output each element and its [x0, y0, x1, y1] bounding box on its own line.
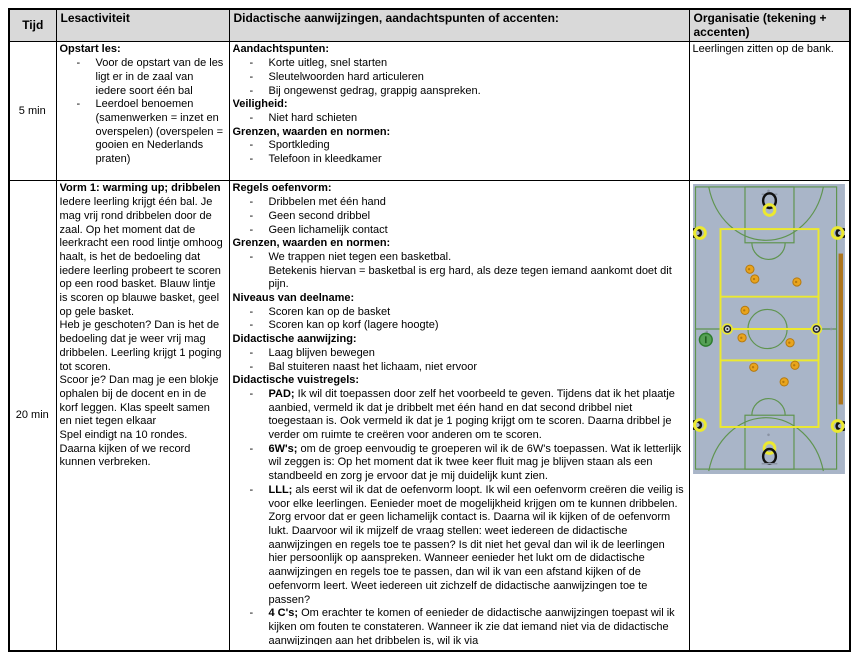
bullet-item	[233, 251, 685, 265]
player-dot-mark	[752, 278, 754, 280]
header-organisatie: Organisatie (tekening + accenten)	[689, 9, 850, 42]
bullet-term: 6W's;	[268, 442, 298, 455]
teacher-dot	[699, 334, 712, 347]
bullet-text: Niet hard schieten	[268, 111, 358, 124]
bullet-dash: -	[249, 607, 254, 620]
row1-organisatie-cell	[689, 42, 850, 181]
bullet-body: Om erachter te komen of eenieder de didactische aanwijzingen toepast wil ik kijken om fouten te constateren. Wanneer ik zie dat iemand niet via de didactische aanwijzingen aan het dribbelen is, wil ik via	[268, 607, 675, 646]
bullet-text: Bij ongewenst gedrag, grappig aanspreken.	[268, 84, 481, 97]
bullet-subtext: Betekenis hiervan = basketbal is erg hard, als deze tegen iemand aankomt doet dit pijn.	[268, 264, 672, 291]
section-heading: Aandachtspunten:	[232, 43, 330, 56]
bullet-text: Korte uitleg, snel starten	[268, 57, 388, 70]
player-dot-mark	[782, 381, 784, 383]
bullet-item	[233, 361, 685, 375]
bullet-dash: -	[249, 483, 254, 496]
bench	[838, 254, 842, 405]
bullet-body: als eerst wil ik dat de oefenvorm loopt. Ik wil een oefenvorm creëren die veilig is voor elke leerlingen. Eenieder moet de mogelijkheid krijgen om te kunnen dribbelen. Zorg ervoor dat er geen lichamelijk contact is. Daarna wil ik kijken of de oefenvorm lukt. Daarvoor wil ik mijzelf de vraag stellen: weet iedereen de didactische aanwijzingen en regels toe te passen? Is dit niet het geval dan wil ik de leerlingen hier persoonlijk op aanspreken. Wanneer eenieder het lukt om de didactische aanwijzingen en regels toe te passen, dan wil ik van een afstand kijken of de oefenvorm leert. Weet iedereen uit zichzelf de didactische aanwijzingen toe te passen?	[268, 483, 684, 606]
player-dot-mark	[788, 342, 790, 344]
bullet-item	[233, 224, 685, 238]
bullet-item	[233, 319, 685, 333]
bullet-item	[233, 347, 685, 361]
row-20min	[9, 181, 850, 651]
bullet-dash: -	[249, 139, 254, 152]
bullet-item	[60, 98, 225, 167]
bullet-item	[233, 443, 685, 484]
bullet-term: 4 C's;	[268, 607, 299, 620]
header-tijd: Tijd	[9, 9, 56, 42]
bullet-item	[233, 607, 685, 645]
activity-paragraph: Heb je geschoten? Dan is het de bedoeling dat je weer vrij mag dribbelen. Leerling krijgt 1 poging tot scoren.	[59, 319, 222, 373]
player-dot-mark	[743, 310, 745, 312]
bullet-text: Scoren kan op de basket	[268, 305, 391, 318]
bullet-item	[233, 153, 685, 167]
section-heading: Didactische aanwijzing:	[232, 333, 357, 346]
row2-lesactiviteit-cell	[56, 181, 229, 651]
player-dot-mark	[751, 366, 753, 368]
bullet-dash: -	[249, 209, 254, 222]
bullet-term: LLL;	[268, 483, 293, 496]
bullet-text: Dribbelen met één hand	[268, 196, 386, 209]
section-heading: Regels oefenvorm:	[232, 182, 332, 195]
bullet-text: Telefoon in kleedkamer	[268, 153, 382, 166]
section-heading: Niveaus van deelname:	[232, 292, 355, 305]
bullet-dash: -	[249, 223, 254, 236]
section-heading: Didactische vuistregels:	[232, 374, 360, 387]
bullet-item	[233, 388, 685, 443]
bullet-text: Sportkleding	[268, 139, 330, 152]
row2-organisatie-cell	[689, 181, 850, 651]
player-dot-mark	[793, 364, 795, 366]
bullet-term: PAD;	[268, 387, 295, 400]
activity-title: Vorm 1: warming up; dribbelen	[59, 182, 221, 195]
activity-paragraph: Iedere leerling krijgt één bal. Je mag vrij rond dribbelen door de zaal. Op het moment dat de leerkracht een rood lintje omhoog haalt, is het de bedoeling dat iedere leerling probeert te scoren op een rood basket. Blauw lintje is scoren op blauwe basket, geel op gele basket.	[59, 196, 223, 318]
bullet-text	[269, 607, 685, 645]
court-diagram	[693, 184, 845, 474]
activity-paragraph: Scoor je? Dan mag je een blokje ophalen bij de docent en in de korf leggen. Klas speelt samen en niet tegen elkaar	[59, 374, 219, 428]
player-dot-mark	[794, 281, 796, 283]
section-heading: Opstart les:	[59, 43, 121, 56]
bullet-item	[233, 112, 685, 126]
bullet-dash: -	[249, 153, 254, 166]
header-didactiek: Didactische aanwijzingen, aandachtspunten of accenten:	[229, 9, 689, 42]
player-dot-mark	[740, 337, 742, 339]
bullet-text: Laag blijven bewegen	[268, 346, 375, 359]
bullet-text: Sleutelwoorden hard articuleren	[268, 70, 424, 83]
bullet-dash: -	[249, 70, 254, 83]
bullet-dash: -	[249, 305, 254, 318]
header-lesactiviteit: Lesactiviteit	[56, 9, 229, 42]
bullet-dash: -	[249, 442, 254, 455]
player-dot-mark	[747, 268, 749, 270]
bullet-item	[60, 57, 225, 98]
bullet-dash: -	[249, 111, 254, 124]
bullet-dash: -	[249, 360, 254, 373]
bullet-dash: -	[249, 346, 254, 359]
bullet-text	[269, 484, 685, 607]
row1-time: 5 min	[9, 42, 56, 181]
bullet-item	[233, 71, 685, 85]
bullet-body: om de groep eenvoudig te groeperen wil ik de 6W's toepassen. Wat ik letterlijk wil zeggen is: Op het moment dat ik twee keer fluit mag je blijven staan als een standbeeld en zorg je ervoor dat je mij duidelijk kunt zien.	[268, 442, 682, 483]
bullet-item	[233, 484, 685, 607]
section-heading: Grenzen, waarden en normen:	[232, 125, 391, 138]
section-heading: Veiligheid:	[232, 98, 288, 111]
bullet-item	[233, 139, 685, 153]
bullet-item	[233, 306, 685, 320]
bullet-body: Ik wil dit toepassen door zelf het voorbeeld te geven. Tijdens dat ik het plaatje aanbied, vermeld ik dat je dribbelt met één hand en dat second dribbel niet toegestaan is. Ook vermeld ik dat je 1 poging krijgt om te scoren. Daarna dribbel je verder om ruimte te creëren voor anderen om te scoren.	[268, 387, 675, 442]
bullet-dash: -	[249, 84, 254, 97]
bullet-dash: -	[249, 196, 254, 209]
bullet-dash: -	[249, 57, 254, 70]
bullet-text: We trappen niet tegen een basketbal.	[268, 250, 452, 263]
bullet-text	[269, 388, 685, 443]
bullet-text: Leerdoel benoemen (samenwerken = inzet en overspelen) (overspelen = gooien en Nederlands praten)	[95, 98, 223, 166]
bullet-dash: -	[76, 57, 81, 70]
activity-paragraph: Spel eindigt na 10 rondes. Daarna kijken of we record kunnen verbreken.	[59, 429, 191, 469]
row1-didactiek-cell	[229, 42, 689, 181]
bullet-text: Geen lichamelijk contact	[268, 223, 388, 236]
bullet-dash: -	[76, 98, 81, 111]
header-row	[9, 9, 850, 42]
bullet-text: Voor de opstart van de les ligt er in de zaal van iedere soort één bal	[95, 57, 224, 97]
organisatie-note: Leerlingen zitten op de bank.	[692, 43, 834, 56]
bullet-text: Scoren kan op korf (lagere hoogte)	[268, 319, 439, 332]
lesson-plan-table	[8, 8, 851, 652]
row1-lesactiviteit-cell	[56, 42, 229, 181]
bullet-dash: -	[249, 387, 254, 400]
bullet-item	[233, 85, 685, 99]
bullet-text	[269, 443, 685, 484]
row2-time: 20 min	[9, 181, 56, 651]
section-heading: Grenzen, waarden en normen:	[232, 237, 391, 250]
bullet-item	[233, 57, 685, 71]
row-5min	[9, 42, 850, 181]
bullet-text: Geen second dribbel	[268, 209, 371, 222]
bullet-item	[233, 196, 685, 210]
bullet-dash: -	[249, 319, 254, 332]
bullet-text: Bal stuiteren naast het lichaam, niet ervoor	[268, 360, 478, 373]
bullet-item	[233, 210, 685, 224]
bullet-dash: -	[249, 250, 254, 263]
row2-didactiek-cell	[229, 181, 689, 651]
